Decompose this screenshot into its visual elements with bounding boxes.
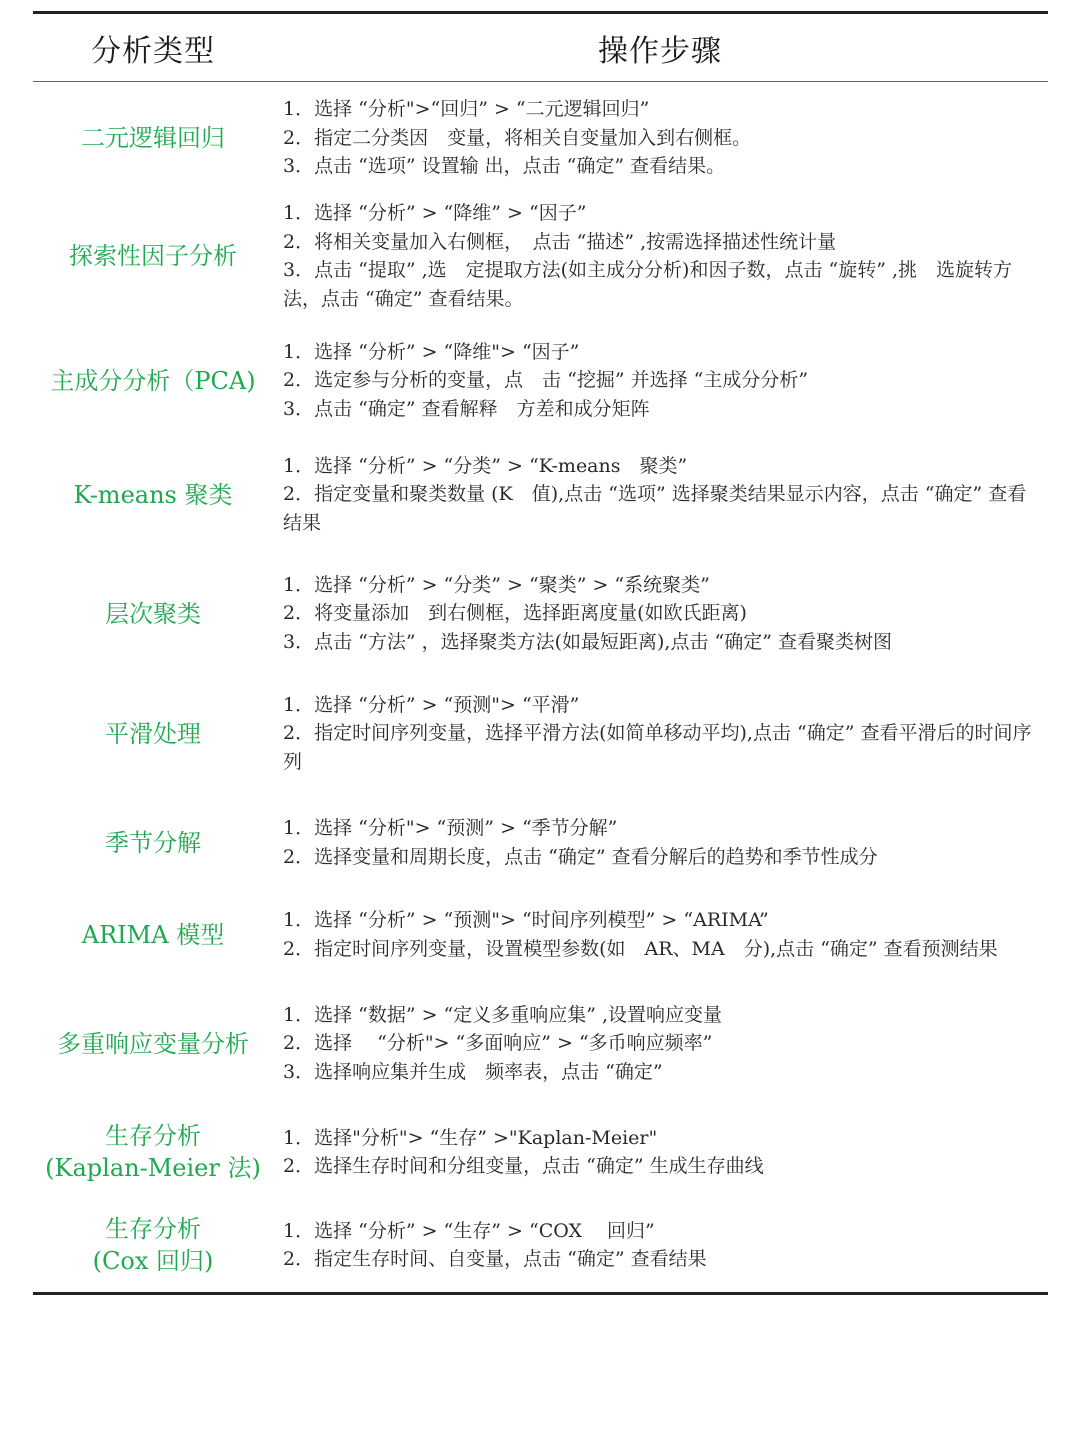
step-line: 1．选择 “分析">“回归” > “二元逻辑回归” — [283, 98, 650, 121]
step-line: 1．选择 “分析” > “降维” > “因子” — [283, 202, 587, 224]
analysis-type-label: 生存分析 — [105, 1122, 201, 1150]
steps-cell — [283, 1114, 1043, 1190]
steps-cell — [283, 449, 1043, 540]
analysis-type-label: (Cox 回归) — [92, 1247, 214, 1275]
steps-cell — [283, 334, 1043, 427]
analysis-type-label: K-means 聚类 — [73, 480, 233, 509]
analysis-type-cell — [33, 1208, 273, 1282]
analysis-type-cell — [33, 196, 273, 316]
analysis-type-label: 主成分分析（PCA) — [50, 366, 256, 395]
step-line: 1．选择 “分析” > “预测"> “平滑” — [283, 693, 580, 716]
step-line: 1．选择 “分析” > “分类” > “K-means 聚类” — [283, 454, 688, 477]
analysis-type-label: 平滑处理 — [105, 719, 201, 748]
steps-cell — [283, 83, 1043, 193]
analysis-type-label: 季节分解 — [105, 828, 201, 857]
step-line: 3．选择响应集并生成 频率表，点击 “确定” — [283, 1060, 663, 1083]
header-steps: 操作步骤 — [598, 33, 722, 69]
table-bottom-rule — [33, 1292, 1048, 1295]
step-line: 3．点击 “确定” 查看解释 方差和成分矩阵 — [283, 397, 650, 420]
analysis-type-label: (Kaplan-Meier 法) — [45, 1154, 261, 1182]
analysis-type-cell — [33, 334, 273, 427]
table-row — [33, 83, 1048, 193]
step-line: 3．点击 “选项” 设置输 出，点击 “确定” 查看结果。 — [283, 155, 726, 178]
step-line: 2．指定时间序列变量，设置模型参数(如 AR、MA 分),点击 “确定” 查看预测结果 — [283, 937, 998, 960]
step-line: 3．点击 “方法” ，选择聚类方法(如最短距离),点击 “确定” 查看聚类树图 — [283, 630, 892, 653]
step-line: 2．指定时间序列变量，选择平滑方法(如简单移动平均),点击 “确定” 查看平滑后的时间序列 — [283, 722, 1032, 773]
step-line: 2．选定参与分析的变量，点 击 “挖掘” 并选择 “主成分分析” — [283, 369, 809, 392]
steps-cell — [283, 812, 1043, 873]
analysis-type-cell — [33, 567, 273, 660]
steps-cell — [283, 687, 1043, 780]
step-line: 2．指定变量和聚类数量 (K 值),点击 “选项” 选择聚类结果显示内容，点击 “确定” 查看结果 — [283, 483, 1027, 534]
step-line: 1．选择 “数据” > “定义多重响应集” ,设置响应变量 — [283, 1003, 723, 1026]
analysis-type-cell — [33, 687, 273, 780]
table-header-rule — [33, 81, 1048, 82]
step-line: 1．选择 “分析” > “预测"> “时间序列模型” > “ARIMA” — [283, 909, 769, 931]
step-line: 2．选择生存时间和分组变量，点击 “确定” 生成生存曲线 — [283, 1155, 764, 1177]
step-line: 1．选择 “分析"> “预测” > “季节分解” — [283, 817, 618, 839]
analysis-type-cell — [33, 1114, 273, 1190]
table-row — [33, 567, 1048, 660]
step-line: 1．选择"分析"> “生存” >"Kaplan-Meier" — [283, 1126, 658, 1149]
analysis-type-label: 探索性因子分析 — [69, 242, 237, 270]
table-row — [33, 196, 1048, 316]
step-line: 2．将相关变量加入右侧框， 点击 “描述” ,按需选择描述性统计量 — [283, 230, 837, 253]
header-analysis-type: 分析类型 — [91, 33, 215, 69]
step-line: 1．选择 “分析” > “降维"> “因子” — [283, 340, 580, 363]
analysis-type-label: 多重响应变量分析 — [57, 1029, 249, 1058]
step-line: 2．选择变量和周期长度，点击 “确定” 查看分解后的趋势和季节性成分 — [283, 845, 878, 868]
steps-cell — [283, 997, 1043, 1090]
analysis-type-label: ARIMA 模型 — [81, 920, 225, 949]
analysis-type-cell — [33, 889, 273, 980]
table-row — [33, 449, 1048, 540]
step-line: 3．点击 “提取” ,选 定提取方法(如主成分分析)和因子数，点击 “旋转” ,挑 选旋转方法，点击 “确定” 查看结果。 — [283, 259, 1013, 310]
analysis-type-label: 生存分析 — [105, 1215, 201, 1243]
analysis-type-cell — [33, 83, 273, 193]
analysis-type-label: 层次聚类 — [105, 599, 201, 628]
analysis-type-cell — [33, 812, 273, 873]
table-row — [33, 889, 1048, 980]
steps-cell — [283, 567, 1043, 660]
table-row — [33, 687, 1048, 780]
step-line: 2．将变量添加 到右侧框，选择距离度量(如欧氏距离) — [283, 602, 747, 625]
analysis-type-cell — [33, 449, 273, 540]
analysis-type-cell — [33, 997, 273, 1090]
table-row — [33, 334, 1048, 427]
table-row — [33, 997, 1048, 1090]
step-line: 2．选择 “分析"> “多面响应” > “多币响应频率” — [283, 1032, 713, 1055]
steps-cell — [283, 889, 1043, 980]
steps-cell — [283, 1208, 1043, 1282]
table-row — [33, 812, 1048, 873]
table-row — [33, 1208, 1048, 1282]
step-line: 1．选择 “分析” > “生存” > “COX 回归” — [283, 1219, 655, 1242]
steps-cell — [283, 196, 1043, 316]
table-row — [33, 1114, 1048, 1190]
step-line: 2．指定二分类因 变量，将相关自变量加入到右侧框。 — [283, 126, 752, 149]
step-line: 2．指定生存时间、自变量，点击 “确定” 查看结果 — [283, 1248, 707, 1270]
step-line: 1．选择 “分析” > “分类” > “聚类” > “系统聚类” — [283, 573, 710, 596]
analysis-type-label: 二元逻辑回归 — [81, 124, 225, 152]
